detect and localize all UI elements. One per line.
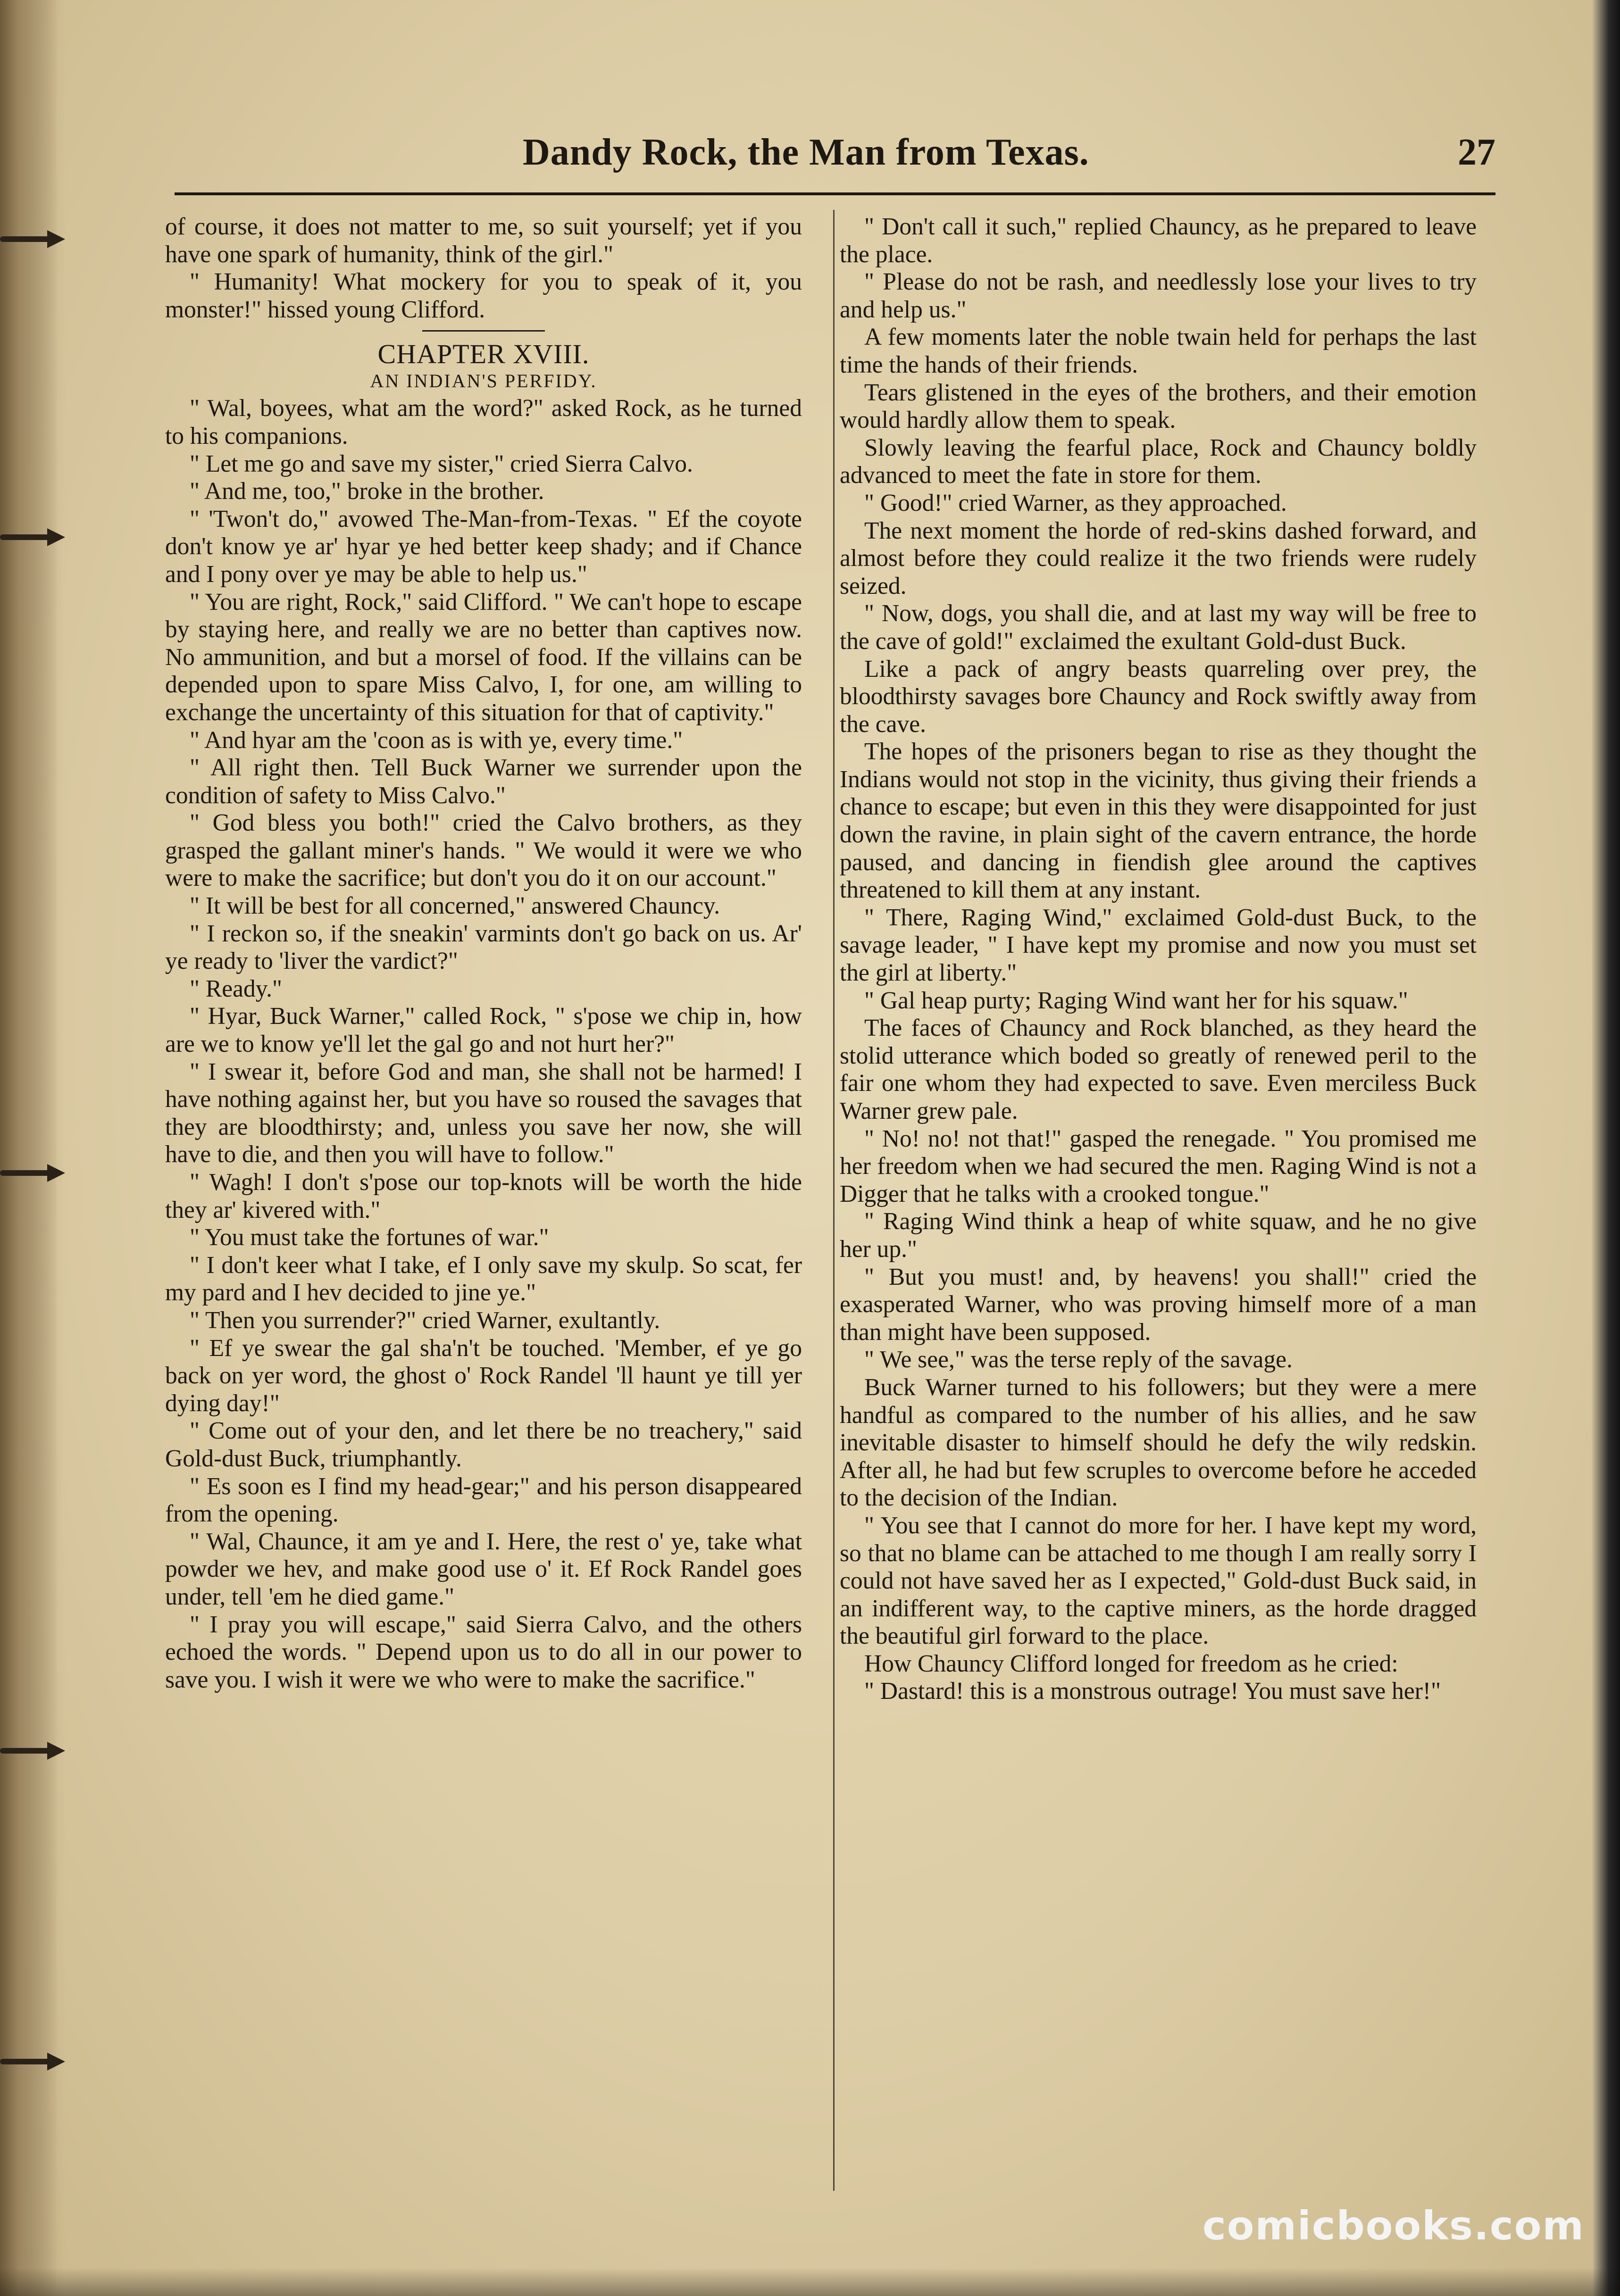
binding-stitch-4 [0,1742,66,1760]
paragraph: " Come out of your den, and let there be no treachery," said Gold-dust Buck, triumphantly. [165,1417,802,1472]
page-edge-shadow [1592,0,1620,2296]
paragraph: " There, Raging Wind," exclaimed Gold-dust Buck, to the savage leader, " I have kept my promise and now you must set the girl at liberty." [840,904,1477,987]
paragraph: " Good!" cried Warner, as they approached. [864,489,1287,516]
paragraph: " I reckon so, if the sneakin' varmints don't go back on us. Ar' ye ready to 'liver the vardict?" [165,920,802,975]
paragraph: " You see that I cannot do more for her. I have kept my word, so that no blame can be attached to me though I am really sorry I could not have saved her as I expected," Gold-dust Buck said, in an indifferent way, to the captive miners, as the horde dragged the beautiful girl forward to the place. [840,1512,1477,1650]
paragraph: " God bless you both!" cried the Calvo brothers, as they grasped the gallant miner's hands. " We would it were we who were to make the sacrifice; but don't you do it on our account." [165,809,802,892]
paragraph: of course, it does not matter to me, so suit yourself; yet if you have one spark of humanity, think of the girl." [165,213,802,268]
paragraph: Tears glistened in the eyes of the brothers, and their emotion would hardly allow them to speak. [840,379,1477,434]
paragraph: How Chauncy Clifford longed for freedom as he cried: [864,1650,1398,1677]
paragraph: " Ready." [190,975,283,1002]
paragraph: " Gal heap purty; Raging Wind want her for his squaw." [864,987,1408,1014]
running-head: Dandy Rock, the Man from Texas. [523,132,1089,173]
paragraph: " Ef ye swear the gal sha'n't be touched. 'Member, ef ye go back on yer word, the ghost o' Rock Randel 'll haunt ye till yer dying day!" [165,1334,802,1417]
paragraph: " Then you surrender?" cried Warner, exultantly. [190,1306,660,1334]
paragraph: " All right then. Tell Buck Warner we surrender upon the condition of safety to Miss Calvo." [165,754,802,809]
paragraph: " I don't keer what I take, ef I only save my skulp. So scat, fer my pard and I hev decided to jine ye." [165,1251,802,1306]
paragraph: " Let me go and save my sister," cried Sierra Calvo. [190,450,693,477]
paragraph: Slowly leaving the fearful place, Rock and Chauncy boldly advanced to meet the fate in store for them. [840,434,1477,489]
paragraph: " Humanity! What mockery for you to speak of it, you monster!" hissed young Clifford. [165,268,802,323]
right-column [840,213,1477,1705]
book-spine [0,0,57,2296]
paragraph: " Hyar, Buck Warner," called Rock, " s'pose we chip in, how are we to know ye'll let the gal go and not hurt her?" [165,1003,802,1058]
chapter-subtitle: AN INDIAN'S PERFIDY. [370,370,597,392]
paragraph: " 'Twon't do," avowed The-Man-from-Texas. " Ef the coyote don't know ye ar' hyar ye hed better keep shady; and if Chance and I pony over ye may be able to help us." [165,505,802,588]
binding-stitch-5 [0,2053,66,2071]
paragraph: " It will be best for all concerned," answered Chauncy. [190,892,720,920]
section-rule [422,330,545,332]
paragraph: Buck Warner turned to his followers; but they were a mere handful as compared to the number of his allies, and he saw inevitable disaster to himself should he defy the wily redskin. After all, he had but few scruples to overcome before he acceded to the decision of the Indian. [840,1373,1477,1512]
paragraph: " You must take the fortunes of war." [190,1224,549,1251]
header-rule [175,192,1495,195]
paragraph: " Raging Wind think a heap of white squaw, and he no give her up." [840,1208,1477,1263]
paragraph: The hopes of the prisoners began to rise as they thought the Indians would not stop in the vicinity, thus giving their friends a chance to escape; but even in this they were disappointed for just down the ravine, in plain sight of the cavern entrance, the horde paused, and dancing in fiendish glee around the captives threatened to kill them at any instant. [840,738,1477,904]
paragraph: " Please do not be rash, and needlessly lose your lives to try and help us." [840,268,1477,323]
chapter-title: CHAPTER XVIII. [377,339,590,370]
bottom-shadow [0,2268,1620,2296]
paragraph: " Wagh! I don't s'pose our top-knots will be worth the hide they ar' kivered with." [165,1169,802,1223]
paragraph: " No! no! not that!" gasped the renegade. " You promised me her freedom when we had secured the men. Raging Wind is not a Digger that he talks with a crooked tongue." [840,1125,1477,1207]
left-paragraphs [165,395,802,1694]
paragraph: " Dastard! this is a monstrous outrage! You must save her!" [864,1678,1441,1705]
paragraph: " Wal, boyees, what am the word?" asked Rock, as he turned to his companions. [165,395,802,449]
column-rule [833,210,835,2191]
paragraph: " And hyar am the 'coon as is with ye, every time." [190,726,683,754]
right-paragraphs [840,213,1477,1705]
paragraph: " You are right, Rock," said Clifford. " We can't hope to escape by staying here, and really we are no better than captives now. No ammunition, and but a morsel of food. If the villains can be depended upon to spare Miss Calvo, I, for one, am willing to exchange the uncertainty of this situation for that of captivity." [165,588,802,726]
paragraph: " And me, too," broke in the brother. [190,478,544,505]
binding-stitch-2 [0,528,66,546]
page-number: 27 [1458,132,1495,173]
paragraph: A few moments later the noble twain held for perhaps the last time the hands of their friends. [840,324,1477,378]
paragraph: The faces of Chauncy and Rock blanched, as they heard the stolid utterance which boded so greatly of renewed peril to the fair one whom they had expected to save. Even merciless Buck Warner grew pale. [840,1015,1477,1124]
paragraph: Like a pack of angry beasts quarreling over prey, the bloodthirsty savages bore Chauncy and Rock swiftly away from the cave. [840,655,1477,738]
paragraph: " Now, dogs, you shall die, and at last my way will be free to the cave of gold!" exclaimed the exultant Gold-dust Buck. [840,600,1477,655]
binding-stitch-3 [0,1164,66,1182]
paragraph: " But you must! and, by heavens! you shall!" cried the exasperated Warner, who was proving himself more of a man than might have been supposed. [840,1263,1477,1346]
paragraph: " Don't call it such," replied Chauncy, as he prepared to leave the place. [840,213,1477,268]
paragraph: " Es soon es I find my head-gear;" and his person disappeared from the opening. [165,1472,802,1528]
left-column [165,213,802,1694]
paragraph: " Wal, Chaunce, it am ye and I. Here, the rest o' ye, take what powder we hev, and make good use o' it. Ef Rock Randel goes under, tell 'em he died game." [165,1528,802,1610]
binding-stitch-1 [0,230,66,248]
paragraph: The next moment the horde of red-skins dashed forward, and almost before they could realize it the two friends were rudely seized. [840,517,1477,599]
paragraph: " We see," was the terse reply of the savage. [864,1346,1293,1373]
paragraph: " I swear it, before God and man, she shall not be harmed! I have nothing against her, but you have so roused the savages that they are bloodthirsty; and, unless you save her now, she will have to die, and then you will have to follow." [165,1058,802,1168]
paragraph: " I pray you will escape," said Sierra Calvo, and the others echoed the words. " Depend upon us to do all in our power to save you. I wish it were we who were to make the sacrifice." [165,1611,802,1693]
watermark: comicbooks.com [1202,2203,1585,2249]
